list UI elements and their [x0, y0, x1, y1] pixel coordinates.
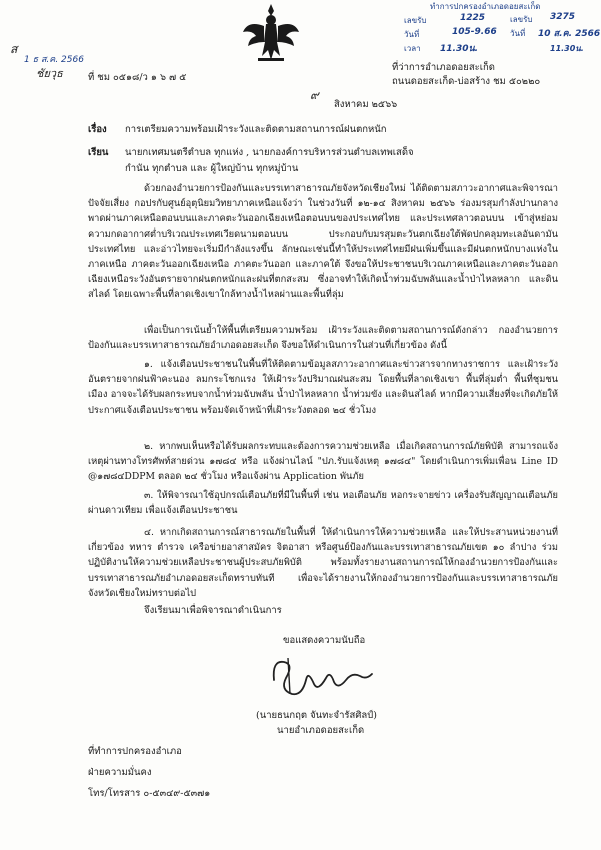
- body-item-1: ๑. แจ้งเตือนประชาชนในพื้นที่ให้ติดตามข้อมูลสภาวะอากาศและข่าวสารจากทางราชการ และเฝ้าระวังอันตรายจากฝนฟ้าคะนอง ลมกระโชกแรง ให้เฝ้าระวังปริมาณฝนสะสม โดยพื้นที่ลาดเชิงเขา พื้นที่ลุ่มต่ำ พื้นที่ชุมชนเมือง อาจจะได้รับผลกระทบจากน้ำท่วมฉับพลัน น้ำป่าไหลหลาก น้ำท่วมขัง และดินสไลด์ หากมีความเสี่ยงที่จะเกิดภัยให้ประกาศแจ้งเตือนประชาชน พร้อมจัดเจ้าหน้าที่เฝ้าระวังตลอด ๒๔ ชั่วโมง: [88, 359, 558, 416]
- stamp-no2-label: เลขรับ: [510, 15, 533, 24]
- handwritten-signature: [268, 650, 378, 702]
- doc-date: สิงหาคม ๒๕๖๖: [334, 99, 398, 110]
- stamp-org: ทำการปกครองอำเภอดอยสะเก็ด: [430, 2, 541, 11]
- footer-office: ที่ทำการปกครองอำเภอ: [88, 746, 182, 757]
- body-item-3: ๓. ให้พิจารณาใช้อุปกรณ์เตือนภัยที่มีในพื้นที่ เช่น หอเตือนภัย หอกระจายข่าว เครื่องรับสัญญาณเตือนภัยผ่านดาวเทียม เพื่อแจ้งเตือนประชาชน: [88, 490, 558, 517]
- receive-stamp: [400, 0, 601, 58]
- date-day: ๙: [310, 88, 319, 102]
- subject-text: การเตรียมความพร้อมเฝ้าระวังและติดตามสถานการณ์ฝนตกหนัก: [125, 124, 387, 135]
- garuda-emblem: [240, 2, 302, 64]
- margin-note-1: ส: [10, 42, 18, 56]
- office-address-1: ที่ว่าการอำเภอดอยสะเก็ด: [392, 62, 495, 73]
- margin-note-date: 1 ธ ส.ค. 2566: [24, 55, 84, 65]
- stamp-time-label: เวลา: [404, 44, 421, 53]
- to-line-1: นายกเทศมนตรีตำบล ทุกแห่ง , นายกองค์การบริหารส่วนตำบลเทพเสด็จ: [125, 147, 414, 158]
- stamp-date: 105-9.66: [452, 27, 497, 37]
- office-address-2: ถนนดอยสะเก็ด-บ่อสร้าง ชม ๕๐๒๒๐: [392, 76, 541, 87]
- margin-note-signature: ชัยวุธ: [36, 67, 63, 80]
- closing-line: จึงเรียนมาเพื่อพิจารณาดำเนินการ: [144, 605, 282, 616]
- stamp-time: 11.30น.: [440, 44, 479, 54]
- subject-label: เรื่อง: [88, 124, 107, 135]
- regards: ขอแสดงความนับถือ: [283, 635, 366, 646]
- stamp-date-label: วันที่: [404, 30, 420, 39]
- stamp-no2: 3275: [550, 12, 576, 22]
- signer-name: (นายธนกฤต จันทะจำรัสศิลป์): [256, 710, 377, 721]
- stamp-receive-no-label: เลขรับ: [404, 16, 427, 25]
- doc-number: ที่ ชม ๐๕๑๘/ว ๑ ๖ ๗ ๕: [88, 72, 187, 83]
- footer-division: ฝ่ายความมั่นคง: [88, 767, 152, 778]
- footer-phone: โทร/โทรสาร ๐-๕๓๔๙-๕๓๗๑: [88, 788, 211, 799]
- stamp-receive-no: 1225: [460, 13, 486, 23]
- body-paragraph-1: ด้วยกองอำนวยการป้องกันและบรรเทาสาธารณภัยจังหวัดเชียงใหม่ ได้ติดตามสภาวะอากาศและพิจารณาปัจจัยเสี่ยง กอปรกับศูนย์อุตุนิยมวิทยาภาคเหนือแจ้งว่า ในช่วงวันที่ ๑๒-๑๔ สิงหาคม ๒๕๖๖ ร่องมรสุมกำลังปานกลางพาดผ่านภาคเหนือตอนบนและภาคตะวันออกเฉียงเหนือตอนบนของประเทศไทย และประเทศลาวตอนบน เข้าสู่หย่อมความกดอากาศต่ำบริเวณประเทศเวียดนามตอนบน ประกอบกับมรสุมตะวันตกเฉียงใต้พัดปกคลุมทะเลอันดามัน ประเทศไทย และอ่าวไทยจะเริ่มมีกำลังแรงขึ้น ลักษณะเช่นนี้ทำให้ประเทศไทยมีฝนเพิ่มขึ้นและมีฝนตกหนักบางแห่งในภาคเหนือ ภาคตะวันออกเฉียงเหนือ ภาคตะวันออก และภาคใต้ จึงขอให้ประชาชนบริเวณภาคเหนือและภาคตะวันออกเฉียงเหนือระวังอันตรายจากฝนตกหนักและฝนที่ตกสะสม ซึ่งอาจทำให้เกิดน้ำท่วมฉับพลันและน้ำป่าไหลหลาก และดินสไลด์ โดยเฉพาะพื้นที่ลาดเชิงเขาใกล้ทางน้ำไหลผ่านและพื้นที่ลุ่ม: [88, 183, 558, 301]
- stamp-date2-label: วันที่: [510, 29, 526, 38]
- stamp-time2: 11.30น.: [550, 44, 584, 53]
- signer-position: นายอำเภอดอยสะเก็ด: [277, 725, 365, 736]
- body-paragraph-2: เพื่อเป็นการเน้นย้ำให้พื้นที่เตรียมความพร้อม เฝ้าระวังและติดตามสถานการณ์ดังกล่าว กองอำนวยการป้องกันและบรรเทาสาธารณภัยอำเภอดอยสะเก็ด จึงขอให้ดำเนินการในส่วนที่เกี่ยวข้อง ดังนี้: [88, 325, 558, 352]
- to-label: เรียน: [88, 147, 109, 158]
- stamp-date2: 10 ส.ค. 2566: [538, 29, 601, 39]
- to-line-2: กำนัน ทุกตำบล และ ผู้ใหญ่บ้าน ทุกหมู่บ้าน: [125, 163, 299, 174]
- body-item-2: ๒. หากพบเห็นหรือได้รับผลกระทบและต้องการความช่วยเหลือ เมื่อเกิดสถานการณ์ภัยพิบัติ สามารถแจ้งเหตุผ่านทางโทรศัพท์สายด่วน ๑๗๘๔ หรือ แจ้งผ่านไลน์ "ปภ.รับแจ้งเหตุ ๑๗๘๔" โดยดำเนินการเพิ่มเพื่อน Line ID @๑๗๘๔DDPM ตลอด ๒๔ ชั่วโมง หรือแจ้งผ่าน Application พันภัย: [88, 441, 558, 483]
- body-item-4: ๔. หากเกิดสถานการณ์สาธารณภัยในพื้นที่ ให้ดำเนินการให้ความช่วยเหลือ และให้ประสานหน่วยงานที่เกี่ยวข้อง ทหาร ตำรวจ เครือข่ายอาสาสมัคร จิตอาสา หรือศูนย์ป้องกันและบรรเทาสาธารณภัยเขต ๑๐ ลำปาง ร่วมปฏิบัติงานให้ความช่วยเหลือประชาชนผู้ประสบภัยพิบัติ พร้อมทั้งรายงานสถานการณ์ให้กองอำนวยการป้องกันและบรรเทาสาธารณภัยอำเภอดอยสะเก็ดทราบทันที เพื่อจะได้รายงานให้กองอำนวยการป้องกันและบรรเทาสาธารณภัยจังหวัดเชียงใหม่ทราบต่อไป: [88, 527, 558, 599]
